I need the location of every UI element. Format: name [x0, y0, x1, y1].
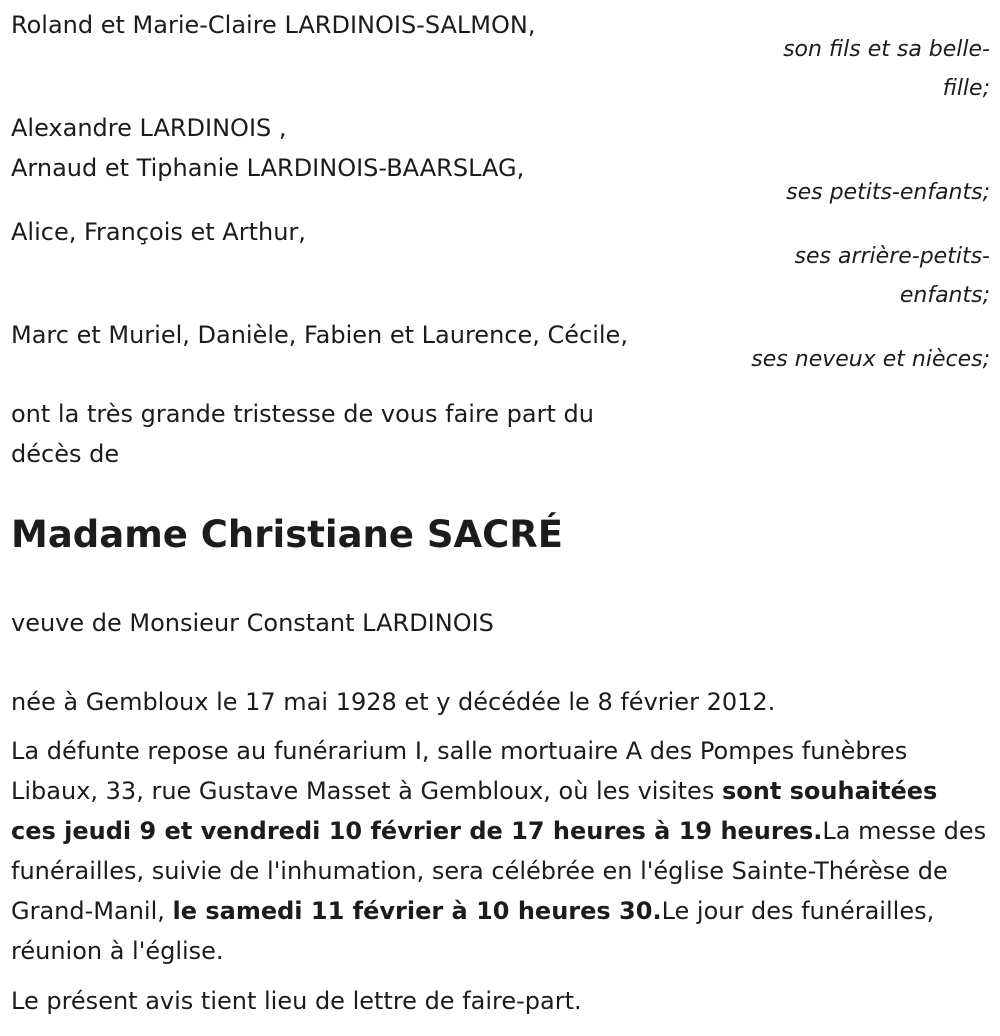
mass-time: le samedi 11 février à 10 heures 30. [172, 897, 662, 925]
family-name-grandchild-2: Arnaud et Tiphanie LARDINOIS-BAARSLAG, [11, 154, 525, 182]
family-role-son: son fils et sa belle-fille; [783, 37, 990, 101]
family-name-great-grandchildren: Alice, François et Arthur, [11, 218, 306, 246]
closing-note: Le présent avis tient lieu de lettre de faire-part. [11, 987, 582, 1015]
deceased-name: Madame Christiane SACRÉ [11, 513, 564, 556]
mass-intro: La messe des funérailles, suivie de l'inhumation, sera célébrée en l'église Sainte-Thérèse de Grand-Manil, [11, 817, 987, 925]
funeral-details [11, 731, 989, 971]
family-role-grandchildren: ses petits-enfants; [786, 180, 990, 205]
visit-times: sont souhaitées ces jeudi 9 et vendredi 10 février de 17 heures à 19 heures. [11, 777, 938, 845]
announcement-line-2: décès de [11, 440, 120, 468]
meeting-note: Le jour des funérailles, réunion à l'église. [11, 897, 935, 965]
birth-death: née à Gembloux le 17 mai 1928 et y décédée le 8 février 2012. [11, 688, 776, 716]
family-name-son: Roland et Marie-Claire LARDINOIS-SALMON, [11, 11, 536, 39]
family-name-nephews: Marc et Muriel, Danièle, Fabien et Laurence, Cécile, [11, 321, 628, 349]
visit-intro: La défunte repose au funérarium I, salle mortuaire A des Pompes funèbres Libaux, 33, rue Gustave Masset à Gembloux, où les visites [11, 737, 908, 805]
announcement-line-1: ont la très grande tristesse de vous faire part du [11, 400, 594, 428]
family-role-nephews: ses neveux et nièces; [751, 347, 990, 372]
family-name-grandchild-1: Alexandre LARDINOIS , [11, 114, 287, 142]
family-role-great-grandchildren: ses arrière-petits-enfants; [794, 244, 990, 308]
widow-of: veuve de Monsieur Constant LARDINOIS [11, 609, 494, 637]
